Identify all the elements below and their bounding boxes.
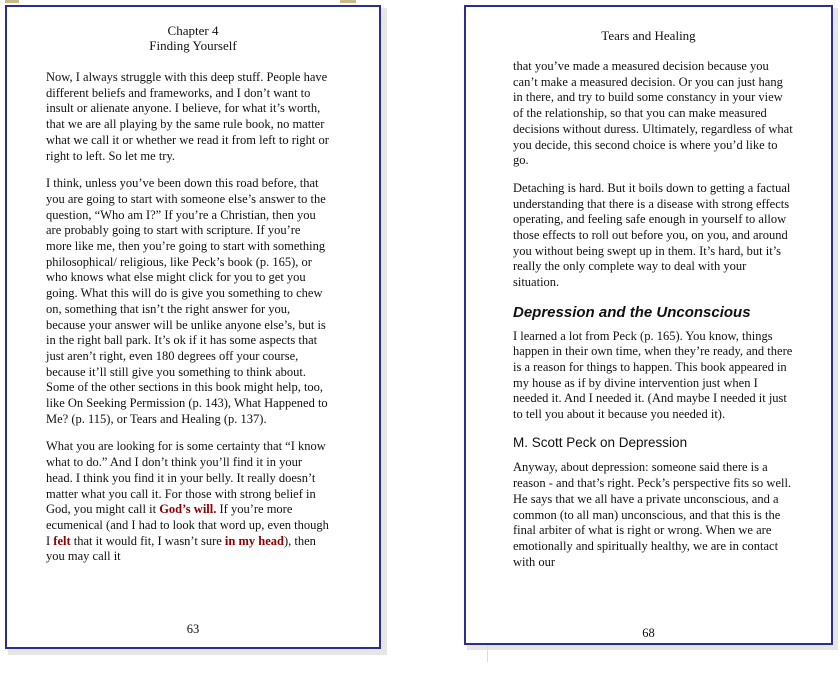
paragraph: I learned a lot from Peck (p. 165). You know, things happen in their own time, when they’re ready, and there is a reason for things to happen. This book appeared in my house as if by divine intervention just when I needed it. And I needed it. (And maybe I needed it just to tell you about it because you needed it).: [513, 328, 793, 422]
text-run: ), then you may call it: [46, 533, 316, 564]
section-heading: Depression and the Unconscious: [513, 303, 751, 321]
left-page: [5, 5, 381, 649]
page-shadow: [8, 649, 387, 655]
page-number: 68: [642, 626, 655, 640]
top-edge-tab-right: [340, 0, 356, 3]
chapter-title: Finding Yourself: [149, 38, 237, 53]
text-run: If you’re more ecumenical (and I had to look that word up, even though I: [46, 502, 329, 548]
top-edge-tab-left: [5, 0, 19, 3]
page-shadow: [467, 645, 838, 650]
right-page: [464, 5, 833, 645]
left-page-body: [46, 70, 329, 577]
page-shadow: [833, 8, 838, 645]
emphasis-text: felt: [53, 533, 71, 548]
running-header: Tears and Healing: [601, 28, 696, 43]
paragraph: Detaching is hard. But it boils down to getting a factual understanding that there is a disease with strong effects operating, and feeling safe enough in yourself to allow those effects to roll out before you, on you, and around you without being swept up in them. It’s hard, but it’s really the only complete way to deal with your situation.: [513, 180, 791, 290]
paragraph: I think, unless you’ve been down this road before, that you are going to start with someone else’s answer to the question, “Who am I?” If you’re a Christian, then you are probably going to start with scripture. If you’re more like me, then you’re going to start with something philosophical/ religious, like Peck’s book (p. 165), or who knows what else might click for you to get you going. What this will do is give you something to chew on, something that isn’t the right answer for you, because your answer will be unlike anyone else’s, but is in the right ball park. It’s ok if it has some aspects that just aren’t right, even 180 degrees off your course, because it’ll still give you something to think about. Some of the other sections in this book might help, too, like On Seeking Permission (p. 143), What Happened to Me? (p. 115), or Tears and Healing (p. 137).: [46, 176, 328, 426]
chapter-header: [7, 23, 379, 53]
chapter-number: Chapter 4: [167, 23, 219, 38]
emphasis-text: in my head: [224, 533, 284, 548]
paragraph: Anyway, about depression: someone said there is a reason - and that’s right. Peck’s perspective fits so well. He says that we all have a private unconscious, and a common (to all man) unconscious, and that this is the final arbiter of what is right or wrong. When we are emotionally and spiritually healthy, we are in contact with our: [513, 460, 792, 569]
paragraph: that you’ve made a measured decision because you can’t make a measured decision. Or you can just hang in there, and try to build some constancy in your view of the relationship, so that you can make measured decisions without duress. Ultimately, regardless of what you decide, this second choice is where you’d like to go.: [513, 59, 793, 168]
page-number: 63: [186, 622, 200, 636]
right-page-body: [513, 59, 793, 582]
paragraph: [46, 439, 329, 565]
paragraph: Now, I always struggle with this deep stuff. People have different beliefs and frameworks, and I don’t want to insult or alienate anyone. I believe, for what it’s worth, that we are all playing by the same rule book, no matter what we call it or whether we read it from left to right or right to left. So let me try.: [46, 70, 329, 163]
subsection-heading: M. Scott Peck on Depression: [513, 434, 688, 450]
page-shadow: [381, 8, 387, 649]
emphasis-text: God’s will.: [159, 502, 217, 517]
text-run: that it would fit, I wasn’t sure: [70, 533, 225, 548]
text-run: What you are looking for is some certainty that “I know what to do.” And I don’t think you’ll find it in your head. I think you find it in your belly. It really doesn’t matter what you call it. For those with strong belief in God, you might call it: [46, 439, 326, 517]
